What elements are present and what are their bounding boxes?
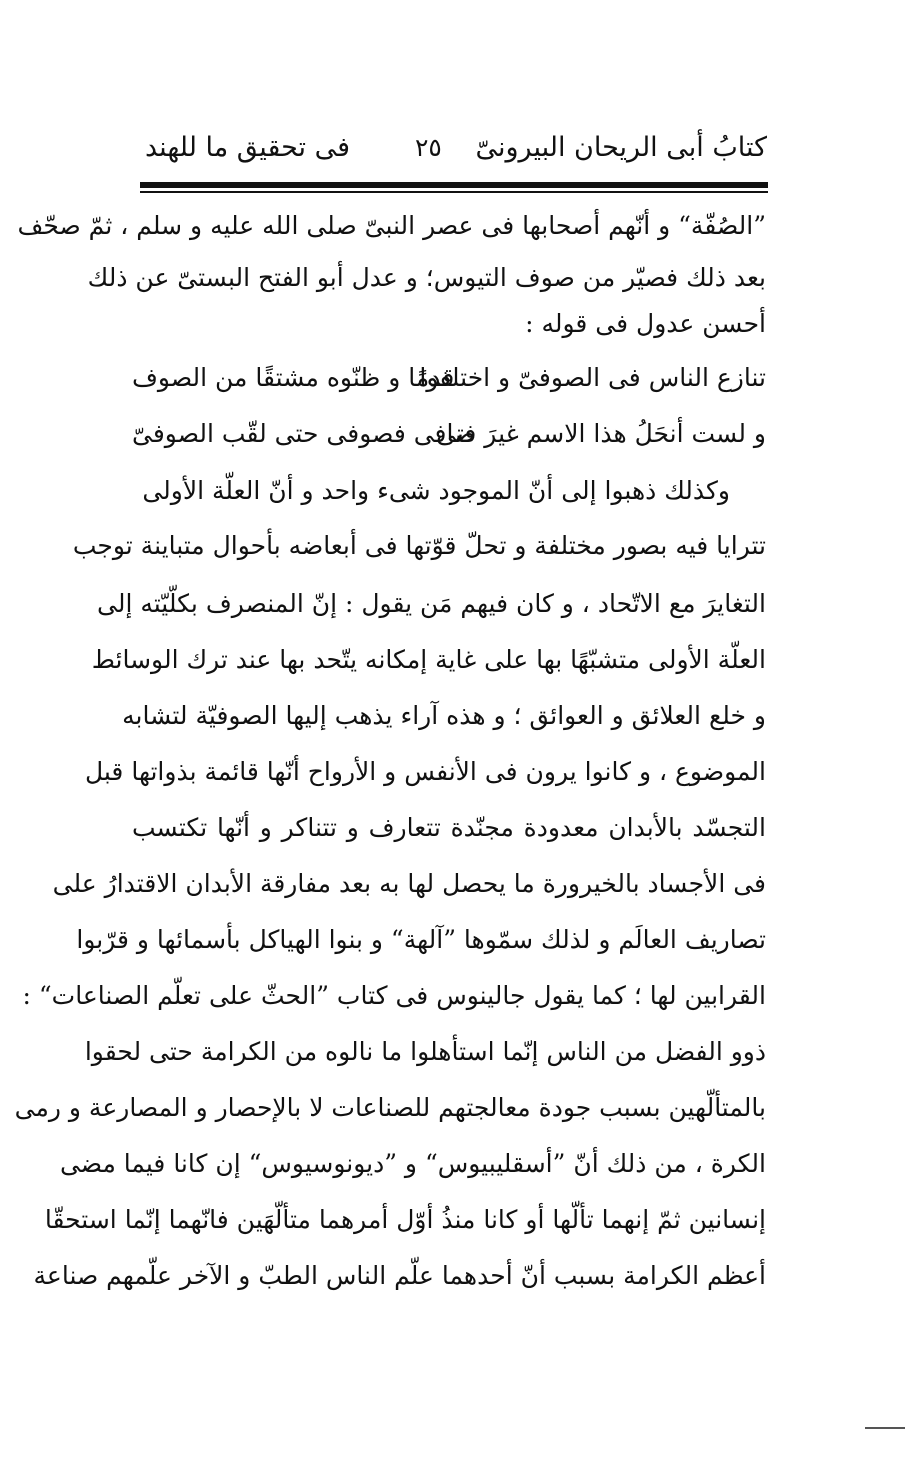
- verse-hemistich-first: تنازع الناس فى الصوفىّ و اختلفوا: [419, 363, 766, 392]
- verse-line: [132, 408, 766, 460]
- text-line: تصاريف العالَم و لذلك سمّوها ”آلهة“ و بنوا الهياكل بأسمائها و قرّبوا: [76, 925, 766, 954]
- text-line: أعظم الكرامة بسبب أنّ أحدهما علّم الناس الطبّ و الآخر علّمهم صناعة: [33, 1261, 766, 1290]
- verse-hemistich-second: قدمًا و ظنّوه مشتقًا من الصوف: [132, 363, 455, 392]
- verse-line: [132, 352, 766, 404]
- text-line: أحسن عدول فى قوله :: [525, 309, 766, 338]
- text-line: العلّة الأولى متشبّهًا بها على غاية إمكانه يتّحد بها عند ترك الوسائط: [91, 645, 766, 674]
- text-line: إنسانين ثمّ إنهما تألّها أو كانا منذُ أوّل أمرهما متألّهَين فانّهما إنّما استحقّا: [44, 1205, 766, 1234]
- text-line: التجسّد بالأبدان معدودة مجنّدة تتعارف و تتناكر و أنّها تكتسب: [132, 813, 766, 842]
- page-number: ٢٥: [415, 133, 442, 162]
- text-line: الكرة ، من ذلك أنّ ”أسقليبيوس“ و ”ديونوسيوس“ إن كانا فيما مضى: [59, 1149, 766, 1178]
- text-line: ”الصُفّة“ و أنّهم أصحابها فى عصر النبىّ صلى الله عليه و سلم ، ثمّ صحّف: [17, 211, 766, 240]
- header-rule-thick: [140, 182, 768, 188]
- text-line: بعد ذلك فصيّر من صوف التيوس؛ و عدل أبو الفتح البستىّ عن ذلك: [87, 263, 766, 292]
- text-line: تترايا فيه بصور مختلفة و تحلّ قوّتها فى أبعاضه بأحوال متباينة توجب: [72, 531, 766, 560]
- running-header: [145, 128, 767, 180]
- text-line: و خلع العلائق و العوائق ؛ و هذه آراء يذهب إليها الصوفيّة لتشابه: [122, 701, 766, 730]
- text-line: بالمتألّهين بسبب جودة معالجتهم للصناعات لا بالإحصار و المصارعة و رمى: [14, 1093, 766, 1122]
- header-book-title: كتابُ أبى الريحان البيرونىّ: [475, 132, 767, 163]
- header-rule-thin: [140, 191, 768, 193]
- paragraph-first-line: وكذلك ذهبوا إلى أنّ الموجود شىء واحد و أنّ العلّة الأولى: [142, 476, 730, 505]
- scan-edge-mark: [865, 1427, 905, 1429]
- verse-hemistich-first: و لست أنحَلُ هذا الاسم غيرَ فتى: [436, 419, 766, 448]
- header-section-title: فى تحقيق ما للهند: [145, 132, 351, 163]
- text-line: التغايرَ مع الاتّحاد ، و كان فيهم مَن يقول : إنّ المنصرف بكلّيّته إلى: [97, 589, 766, 618]
- verse-hemistich-second: صافى فصوفى حتى لقّب الصوفىّ: [132, 419, 476, 448]
- text-line: القرابين لها ؛ كما يقول جالينوس فى كتاب ”الحثّ على تعلّم الصناعات“ :: [22, 981, 766, 1010]
- text-line: ذوو الفضل من الناس إنّما استأهلوا ما نالوه من الكرامة حتى لحقوا: [84, 1037, 766, 1066]
- text-line: الموضوع ، و كانوا يرون فى الأنفس و الأرواح أنّها قائمة بذواتها قبل: [84, 757, 766, 786]
- text-line: فى الأجساد بالخيرورة ما يحصل لها به بعد مفارقة الأبدان الاقتدارُ على: [52, 869, 766, 898]
